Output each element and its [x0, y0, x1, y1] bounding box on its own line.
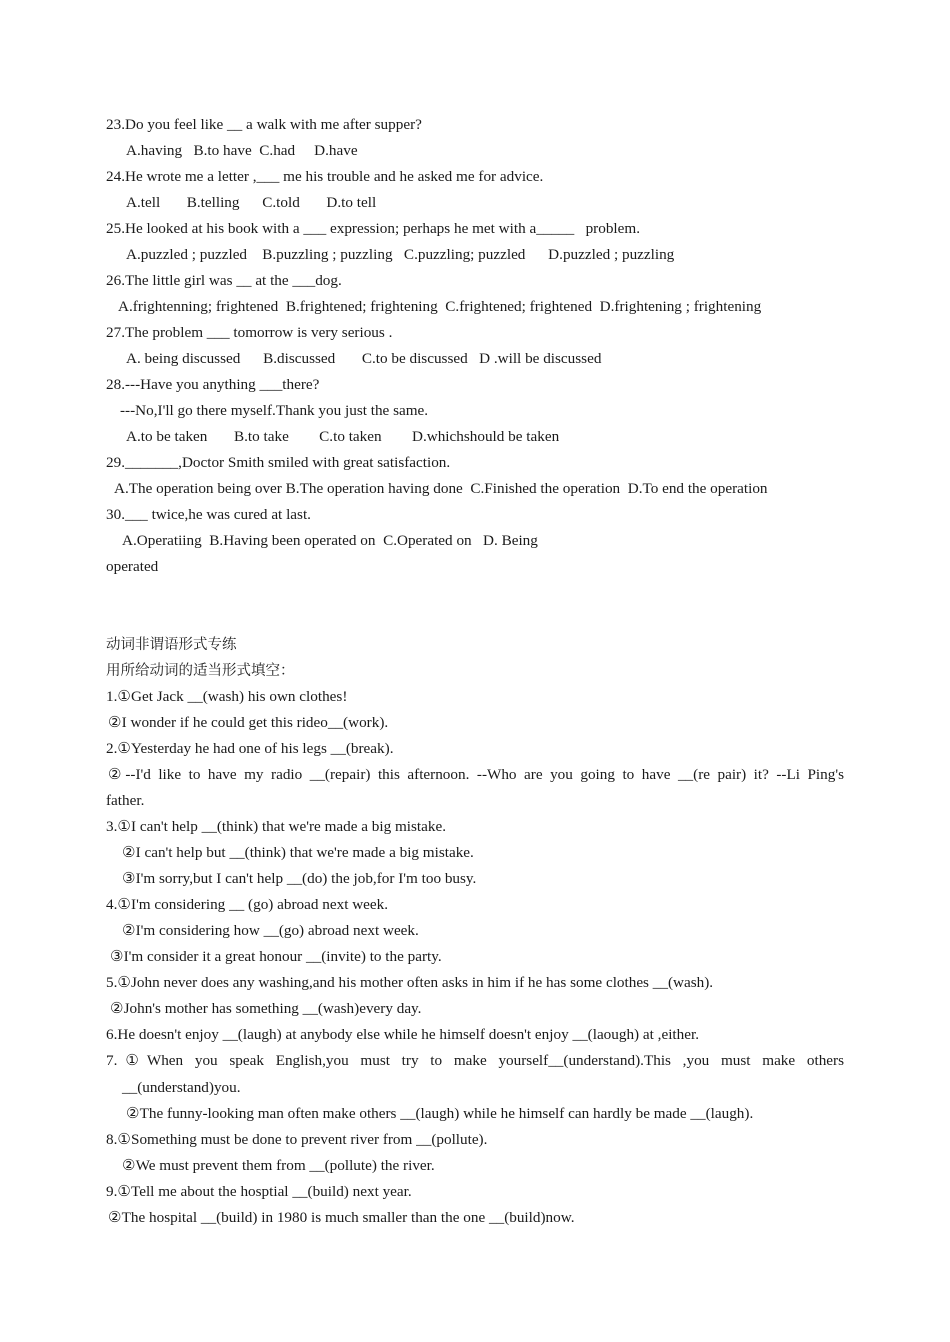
- exercise-1b: ②I wonder if he could get this rideo__(work).: [108, 714, 389, 731]
- question-30: 30.___ twice,he was cured at last.: [106, 506, 311, 523]
- question-26-options: A.frightenning; frightened B.frightened; frightening C.frightened; frightened D.frightening ; frightening: [118, 298, 762, 315]
- exercise-3a: 3.①I can't help __(think) that we're made a big mistake.: [106, 818, 447, 835]
- question-24: 24.He wrote me a letter ,___ me his trouble and he asked me for advice.: [106, 168, 544, 185]
- question-29-options: A.The operation being over B.The operation having done C.Finished the operation D.To end the operation: [114, 480, 768, 497]
- question-23: 23.Do you feel like __ a walk with me after supper?: [106, 116, 422, 133]
- exercise-7a: 7.①When you speak English,you must try to make yourself__(understand).This ,you must make others: [106, 1052, 844, 1069]
- question-30-options: A.Operatiing B.Having been operated on C.Operated on D. Being: [122, 532, 538, 549]
- question-29: 29._______,Doctor Smith smiled with great satisfaction.: [106, 454, 451, 471]
- exercise-6: 6.He doesn't enjoy __(laugh) at anybody else while he himself doesn't enjoy __(laough) at ,either.: [106, 1026, 699, 1043]
- exercise-7b: ②The funny-looking man often make others __(laugh) while he himself can hardly be made __(laugh).: [126, 1105, 754, 1122]
- exercise-4c: ③I'm consider it a great honour __(invite) to the party.: [110, 948, 442, 965]
- question-28-options: A.to be taken B.to take C.to taken D.whichshould be taken: [126, 428, 560, 445]
- exercise-9b: ②The hospital __(build) in 1980 is much smaller than the one __(build)now.: [108, 1209, 575, 1226]
- question-26: 26.The little girl was __ at the ___dog.: [106, 272, 342, 289]
- section-title: 动词非谓语形式专练: [106, 637, 237, 653]
- question-24-options: A.tell B.telling C.told D.to tell: [126, 194, 377, 211]
- exercise-7a-continued: __(understand)you.: [122, 1079, 241, 1096]
- exercise-2b-continued: father.: [106, 792, 145, 809]
- exercise-2b: ②--I'd like to have my radio __(repair) this afternoon. --Who are you going to have __(re pair) it? --Li Ping's: [108, 766, 844, 783]
- exercise-4b: ②I'm considering how __(go) abroad next week.: [122, 922, 419, 939]
- exercise-4a: 4.①I'm considering __ (go) abroad next week.: [106, 896, 389, 913]
- exercise-8b: ②We must prevent them from __(pollute) the river.: [122, 1157, 435, 1174]
- exercise-8a: 8.①Something must be done to prevent river from __(pollute).: [106, 1131, 488, 1148]
- question-28-reply: ---No,I'll go there myself.Thank you just the same.: [120, 402, 429, 419]
- exercise-9a: 9.①Tell me about the hosptial __(build) next year.: [106, 1183, 412, 1200]
- question-23-options: A.having B.to have C.had D.have: [126, 142, 358, 159]
- question-25-options: A.puzzled ; puzzled B.puzzling ; puzzling C.puzzling; puzzled D.puzzled ; puzzling: [126, 246, 675, 263]
- question-25: 25.He looked at his book with a ___ expression; perhaps he met with a_____ problem.: [106, 220, 640, 237]
- exercise-3c: ③I'm sorry,but I can't help __(do) the job,for I'm too busy.: [122, 870, 477, 887]
- exercise-1a: 1.①Get Jack __(wash) his own clothes!: [106, 688, 348, 705]
- section-instruction: 用所给动词的适当形式填空：: [106, 663, 295, 679]
- question-28: 28.---Have you anything ___there?: [106, 376, 320, 393]
- exercise-5a: 5.①John never does any washing,and his mother often asks in him if he has some clothes __(wash).: [106, 974, 714, 991]
- question-27-options: A. being discussed B.discussed C.to be discussed D .will be discussed: [126, 350, 602, 367]
- exercise-2a: 2.①Yesterday he had one of his legs __(break).: [106, 740, 394, 757]
- question-27: 27.The problem ___ tomorrow is very serious .: [106, 324, 393, 341]
- exercise-5b: ②John's mother has something __(wash)every day.: [110, 1000, 422, 1017]
- question-30-options-continued: operated: [106, 558, 159, 575]
- exercise-3b: ②I can't help but __(think) that we're made a big mistake.: [122, 844, 474, 861]
